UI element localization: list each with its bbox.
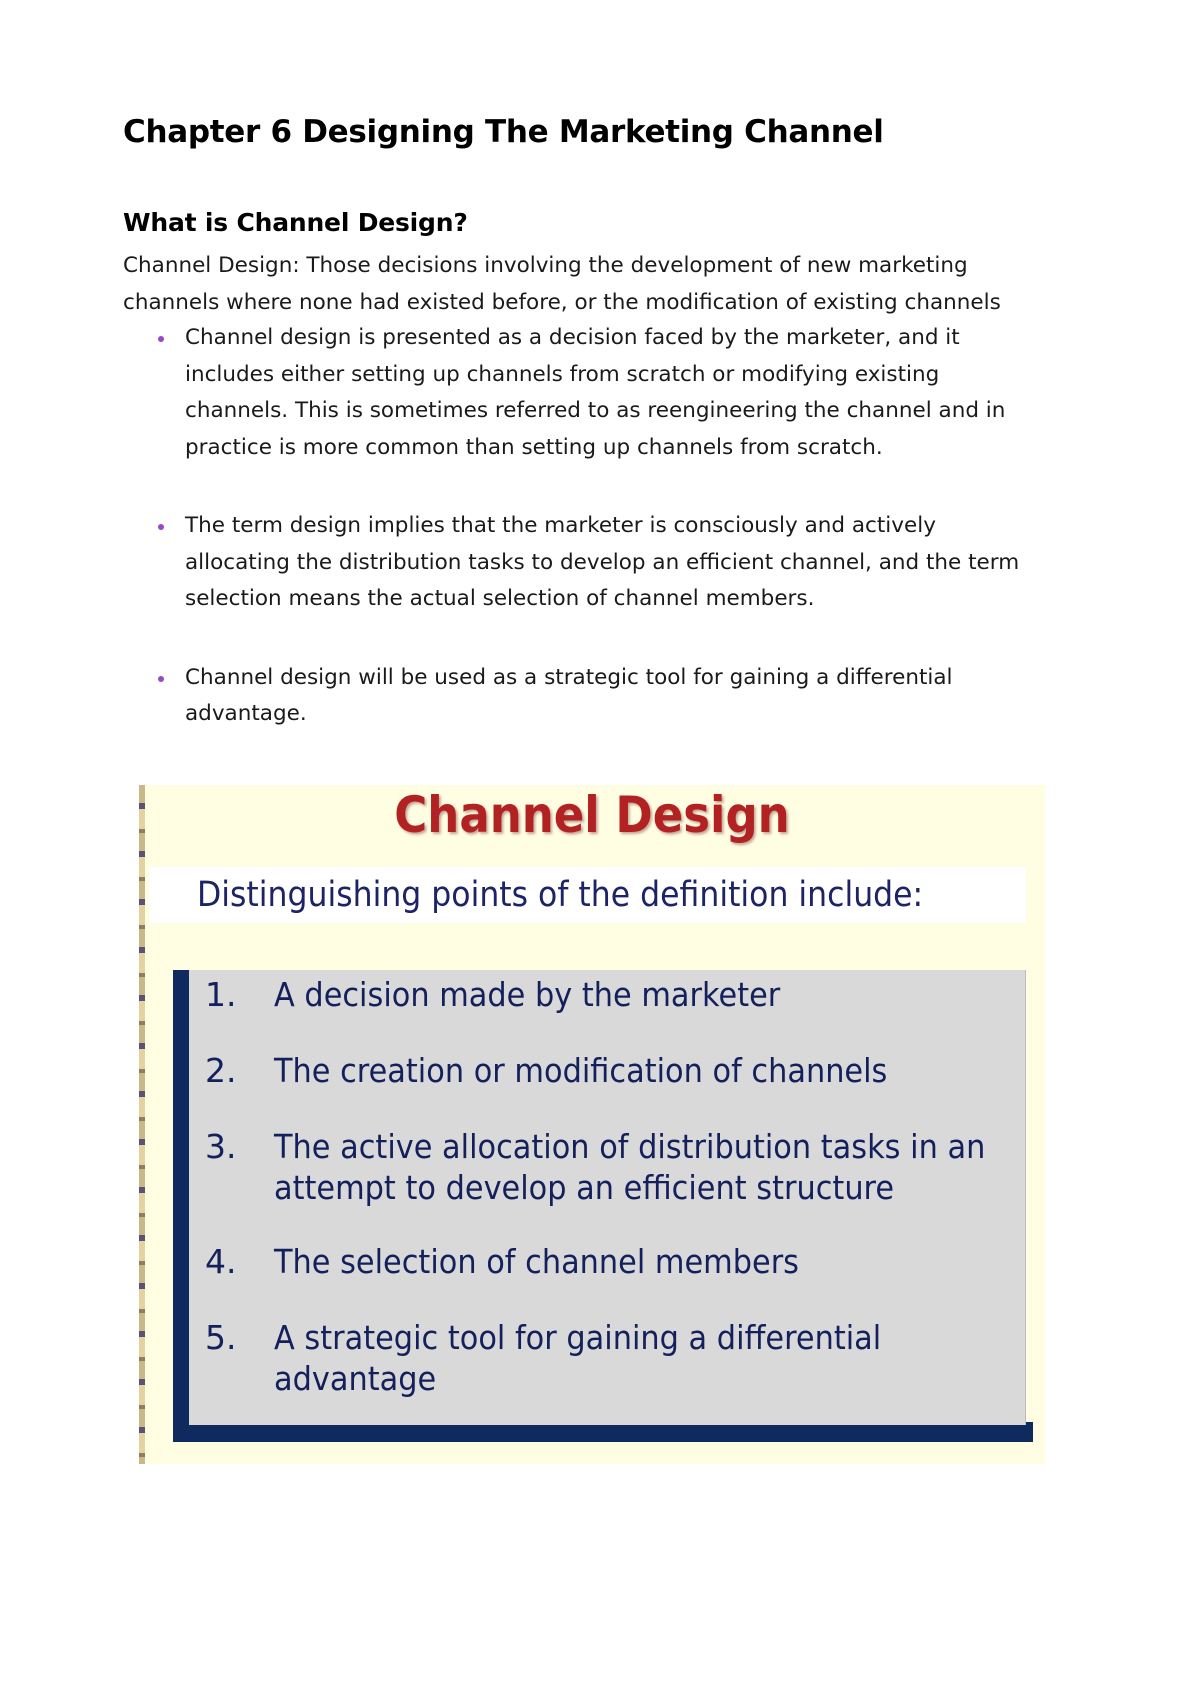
slide-edge-decoration (139, 785, 145, 1464)
slide-title: Channel Design (394, 786, 790, 844)
slide-item-text: A strategic tool for gaining a differential (274, 1318, 882, 1357)
slide-item-number: 2. (205, 1051, 237, 1090)
slide-item-number: 5. (205, 1318, 237, 1357)
slide-item-number: 1. (205, 975, 237, 1014)
bullet-text: Channel design is presented as a decision faced by the marketer, and it includes either setting up channels from scratch or modifying existing channels. This is sometimes referred to as reengineering the channel and in practice is more common than setting up channels from scratch. (185, 325, 1006, 460)
slide-list-item (205, 1050, 1015, 1091)
bullet-item (123, 660, 1023, 733)
slide-item-number: 4. (205, 1242, 237, 1281)
slide-list-panel (173, 970, 1033, 1442)
slide-list-item (205, 1126, 1015, 1208)
bullet-item (123, 508, 1023, 618)
bullet-text: The term design implies that the marketer is consciously and actively allocating the distribution tasks to develop an efficient channel, and the term selection means the actual selection of channel members. (185, 513, 1020, 611)
slide-numbered-list (205, 970, 1015, 1399)
slide-list-item (205, 974, 1015, 1015)
slide-image (139, 785, 1045, 1464)
document-title: Chapter 6 Designing The Marketing Channel (123, 114, 884, 150)
panel-frame-bottom (173, 1422, 1033, 1442)
slide-item-text: The selection of channel members (274, 1242, 800, 1281)
bullet-item (123, 320, 1023, 466)
slide-list-item (205, 1241, 1015, 1282)
bullet-list (123, 320, 1023, 733)
section-heading: What is Channel Design? (123, 208, 468, 237)
definition-paragraph: Channel Design: Those decisions involving the development of new marketing channels where none had existed before, or the modification of existing channels (123, 253, 1001, 315)
slide-item-text: attempt to develop an efficient structure (274, 1168, 895, 1207)
slide-item-text: advantage (274, 1359, 437, 1398)
slide-item-number: 3. (205, 1127, 237, 1166)
bullet-dot-icon (158, 336, 164, 342)
bullet-dot-icon (158, 676, 164, 682)
slide-item-text: The active allocation of distribution tasks in an (274, 1127, 986, 1166)
slide-item-text: The creation or modification of channels (274, 1051, 888, 1090)
bullet-text: Channel design will be used as a strategic tool for gaining a differential advantage. (185, 664, 953, 726)
slide-list-item (205, 1317, 1015, 1399)
slide-subtitle: Distinguishing points of the definition include: (197, 875, 924, 915)
slide-item-text: A decision made by the marketer (274, 975, 781, 1014)
bullet-dot-icon (158, 524, 164, 530)
